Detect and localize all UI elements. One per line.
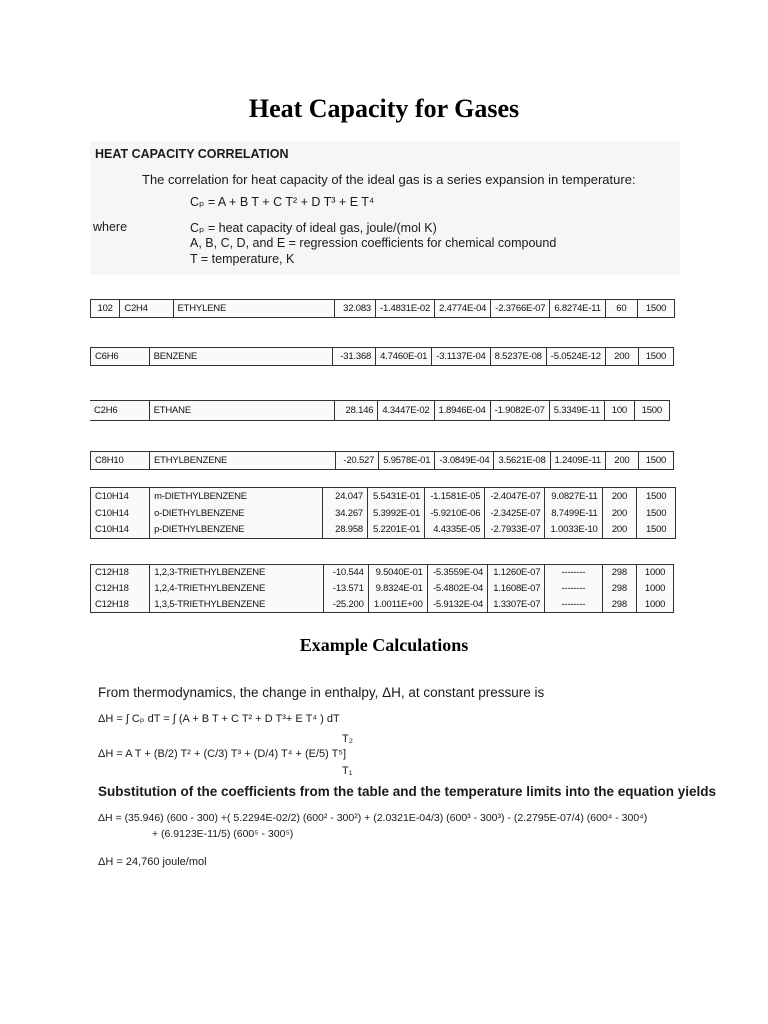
table-cell: 4.4335E-05: [425, 522, 485, 539]
table-cell: 9.5040E-01: [368, 565, 427, 581]
table-cell: 1.1608E-07: [488, 581, 545, 597]
table-cell: 28.958: [323, 522, 368, 539]
table-cell: -3.0849E-04: [435, 452, 494, 470]
table-cell: m-DIETHYLBENZENE: [150, 488, 323, 505]
table-cell: 100: [605, 401, 634, 421]
table-cell: 1000: [637, 565, 674, 581]
table-cell: 200: [605, 348, 638, 366]
table-cell: 1,2,4-TRIETHYLBENZENE: [150, 581, 324, 597]
table-cell: 1.8946E-04: [434, 401, 490, 421]
lower-limit: T₁: [342, 765, 353, 777]
table-cell: -5.9210E-06: [425, 505, 485, 522]
table-cell: 200: [602, 522, 637, 539]
table-cell: 8.5237E-08: [490, 348, 546, 366]
table-cell: 3.5621E-08: [494, 452, 550, 470]
table-cell: C8H10: [91, 452, 150, 470]
upper-limit: T₂: [342, 733, 353, 745]
table-cell: -5.0524E-12: [546, 348, 605, 366]
correlation-box: [90, 141, 680, 275]
table-cell: C12H18: [91, 581, 150, 597]
table-cell: -1.9082E-07: [490, 401, 549, 421]
table-cell: -3.1137E-04: [432, 348, 490, 366]
table-cell: --------: [545, 581, 602, 597]
table-cell: C2H4: [120, 300, 173, 318]
example-heading: Example Calculations: [299, 635, 469, 655]
table-cell: -13.571: [323, 581, 368, 597]
table-cell: 298: [602, 565, 637, 581]
table-row: [91, 488, 676, 505]
table-cell: 1500: [638, 452, 673, 470]
table-ethane: [90, 400, 670, 421]
table-row: [91, 581, 674, 597]
table-cell: C12H18: [91, 565, 150, 581]
table-cell: 1,2,3-TRIETHYLBENZENE: [150, 565, 324, 581]
definition-coefficients: A, B, C, D, and E = regression coefficients for chemical compound: [190, 236, 557, 250]
table-row: [91, 505, 676, 522]
table-cell: 5.5431E-01: [367, 488, 424, 505]
table-row: [91, 348, 674, 366]
table-cell: ETHYLBENZENE: [150, 452, 336, 470]
correlation-formula: Cₚ = A + B T + C T² + D T³ + E T⁴: [190, 195, 375, 209]
table-cell: -2.3766E-07: [491, 300, 550, 318]
definition-temperature: T = temperature, K: [190, 252, 295, 266]
table-cell: p-DIETHYLBENZENE: [150, 522, 323, 539]
table-cell: 1.1260E-07: [488, 565, 545, 581]
table-cell: -5.4802E-04: [427, 581, 487, 597]
table-ethylbenzene: [90, 451, 674, 470]
table-cell: 200: [605, 452, 638, 470]
table-cell: 60: [605, 300, 637, 318]
table-cell: -2.7933E-07: [485, 522, 545, 539]
page-title: Heat Capacity for Gases: [248, 94, 520, 123]
table-cell: 1000: [637, 581, 674, 597]
table-cell: 8.7499E-11: [545, 505, 602, 522]
table-cell: 1500: [637, 488, 676, 505]
table-cell: 1.3307E-07: [488, 597, 545, 613]
table-cell: ETHANE: [149, 401, 334, 421]
table-cell: 5.3349E-11: [549, 401, 604, 421]
where-label: where: [93, 220, 128, 234]
table-row: [91, 597, 674, 613]
table-cell: -1.4831E-02: [376, 300, 435, 318]
table-cell: 200: [602, 505, 637, 522]
table-cell: 9.0827E-11: [545, 488, 602, 505]
table-cell: 1.0033E-10: [545, 522, 602, 539]
table-cell: C10H14: [91, 488, 150, 505]
example-calculations: [90, 676, 717, 906]
table-cell: 4.7460E-01: [376, 348, 432, 366]
equation-substitution-line1: ΔH = (35.946) (600 - 300) +( 5.2294E-02/2) (600² - 300²) + (2.0321E-04/3) (600³ - 300³) - (2.2795E-07/4) (600⁴ - 300⁴): [98, 812, 648, 824]
table-cell: -20.527: [335, 452, 378, 470]
table-cell: 1500: [637, 505, 676, 522]
result: ΔH = 24,760 joule/mol: [98, 856, 207, 868]
table-cell: 5.9578E-01: [379, 452, 435, 470]
table-cell: 2.4774E-04: [435, 300, 491, 318]
table-cell: 1500: [634, 401, 669, 421]
table-cell: 32.083: [334, 300, 375, 318]
table-cell: C6H6: [91, 348, 150, 366]
table-cell: 1500: [637, 300, 674, 318]
equation-enthalpy-integral: ΔH = ∫ Cₚ dT = ∫ (A + B T + C T² + D T³+ E T⁴ ) dT: [98, 713, 340, 725]
table-cell: C2H6: [90, 401, 149, 421]
table-cell: 102: [91, 300, 120, 318]
table-cell: 1500: [638, 348, 673, 366]
table-cell: -1.1581E-05: [425, 488, 485, 505]
table-ethylene: [90, 299, 675, 318]
table-cell: BENZENE: [149, 348, 332, 366]
table-cell: -5.9132E-04: [427, 597, 487, 613]
table-cell: 28.146: [335, 401, 378, 421]
table-cell: 200: [602, 488, 637, 505]
table-cell: --------: [545, 597, 602, 613]
table-row: [91, 452, 674, 470]
table-cell: 9.8324E-01: [368, 581, 427, 597]
table-cell: 34.267: [323, 505, 368, 522]
correlation-intro: The correlation for heat capacity of the ideal gas is a series expansion in temperature:: [142, 172, 636, 187]
table-cell: -2.3425E-07: [485, 505, 545, 522]
table-benzene: [90, 347, 674, 366]
table-row: [90, 401, 670, 421]
table-cell: -5.3559E-04: [427, 565, 487, 581]
table-cell: -25.200: [323, 597, 368, 613]
table-cell: 1.2409E-11: [550, 452, 605, 470]
table-cell: C12H18: [91, 597, 150, 613]
table-row: [91, 300, 675, 318]
substitution-text: Substitution of the coefficients from the table and the temperature limits into the equation yields: [98, 784, 717, 799]
table-cell: -2.4047E-07: [485, 488, 545, 505]
table-cell: --------: [545, 565, 602, 581]
table-diethylbenzenes: [90, 487, 676, 539]
table-cell: 1500: [637, 522, 676, 539]
table-cell: 24.047: [323, 488, 368, 505]
table-cell: 1,3,5-TRIETHYLBENZENE: [150, 597, 324, 613]
example-intro: From thermodynamics, the change in enthalpy, ΔH, at constant pressure is: [98, 685, 545, 700]
correlation-heading: HEAT CAPACITY CORRELATION: [95, 147, 289, 161]
table-cell: 1000: [637, 597, 674, 613]
table-cell: C10H14: [91, 522, 150, 539]
table-row: [91, 565, 674, 581]
table-cell: C10H14: [91, 505, 150, 522]
table-cell: 298: [602, 581, 637, 597]
table-cell: 5.2201E-01: [367, 522, 424, 539]
table-cell: 1.0011E+00: [368, 597, 427, 613]
equation-enthalpy-integrated: ΔH = A T + (B/2) T² + (C/3) T³ + (D/4) T⁴ + (E/5) T⁵]: [98, 748, 347, 760]
table-cell: -31.368: [332, 348, 376, 366]
table-cell: 6.8274E-11: [550, 300, 605, 318]
table-cell: 5.3992E-01: [367, 505, 424, 522]
table-triethylbenzenes: [90, 564, 674, 613]
table-cell: ETHYLENE: [173, 300, 334, 318]
table-cell: 4.3447E-02: [378, 401, 434, 421]
table-row: [91, 522, 676, 539]
equation-substitution-line2: + (6.9123E-11/5) (600⁵ - 300⁵): [152, 828, 294, 840]
definition-cp: Cₚ = heat capacity of ideal gas, joule/(mol K): [190, 221, 437, 235]
table-cell: -10.544: [323, 565, 368, 581]
table-cell: o-DIETHYLBENZENE: [150, 505, 323, 522]
table-cell: 298: [602, 597, 637, 613]
